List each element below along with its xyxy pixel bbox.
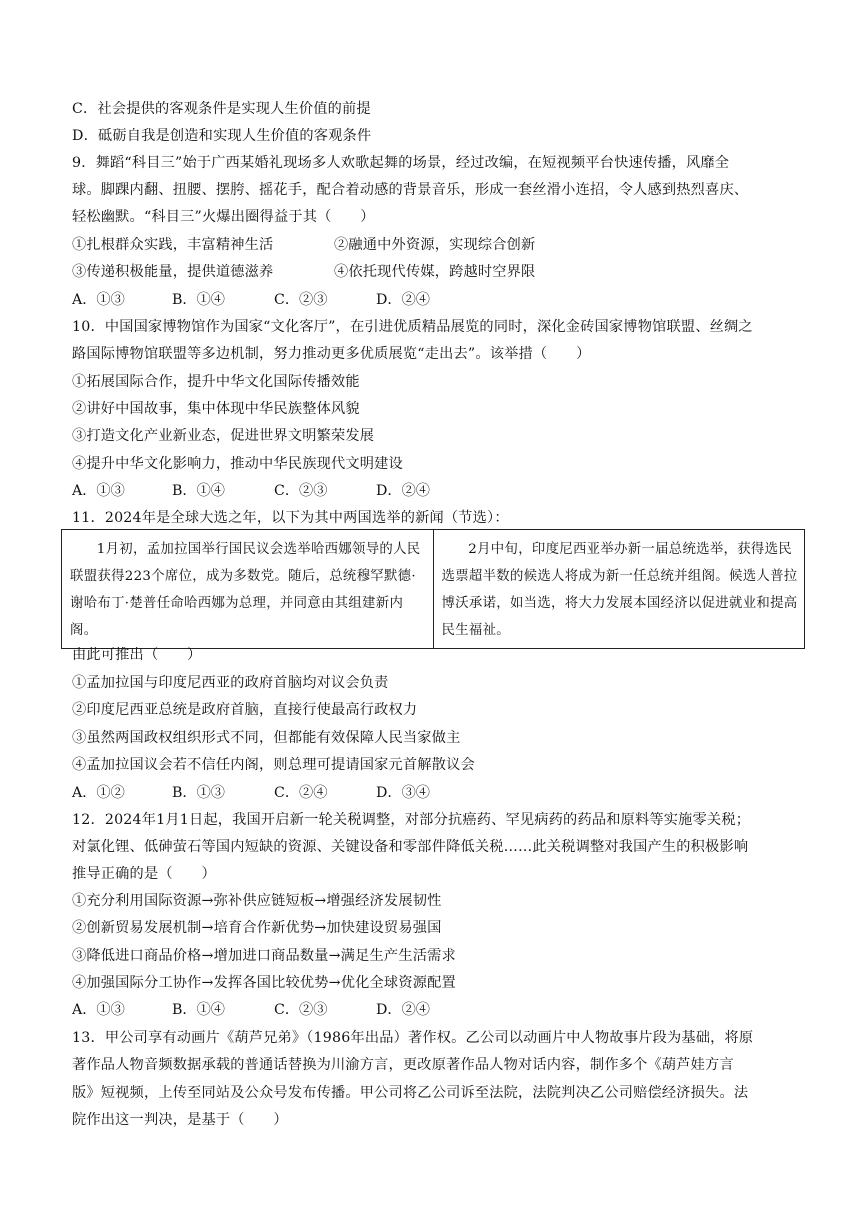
- q11-question: 由此可推出（ ）: [72, 647, 202, 663]
- q9-statements-row-1: [72, 235, 802, 255]
- q11-statement-3: ③虽然两国政权组织形式不同，但都能有效保障人民当家做主: [72, 730, 461, 746]
- q12-stem-line-1: 12．2024年1月1日起，我国开启新一轮关税调整，对部分抗癌药、罕见病药的药品和原料等实施零关税；: [72, 812, 751, 828]
- q12-stem-line-3: 推导正确的是（ ）: [72, 866, 216, 882]
- q12-statement-4: ④加强国际分工协作→发挥各国比较优势→优化全球资源配置: [72, 975, 456, 991]
- q10-statement-4: ④提升中华文化影响力，推动中华民族现代文明建设: [72, 456, 403, 472]
- q11-statement-4: ④孟加拉国议会若不信任内阁，则总理可提请国家元首解散议会: [72, 757, 475, 773]
- q10-choice-a[interactable]: A．①③: [72, 483, 125, 499]
- q12-choice-b[interactable]: B．①④: [172, 1002, 225, 1018]
- q11-choice-d[interactable]: D．③④: [376, 785, 430, 801]
- q13-stem-line-2: 著作品人物音频数据承载的普通话替换为川渝方言，更改原著作品人物对话内容，制作多个《葫芦娃方言: [72, 1057, 734, 1073]
- q12-statement-1: ①充分利用国际资源→弥补供应链短板→增强经济发展韧性: [72, 893, 442, 909]
- news-bangladesh-cell: [62, 530, 434, 649]
- q9-choice-d[interactable]: D．②④: [376, 292, 430, 308]
- q12-choice-a[interactable]: A．①③: [72, 1002, 125, 1018]
- q8-option-d: D．砥砺自我是创造和实现人生价值的客观条件: [72, 128, 372, 144]
- q11-news-table: [61, 529, 805, 649]
- q13-stem-line-1: 13．甲公司享有动画片《葫芦兄弟》（1986年出品）著作权。乙公司以动画片中人物故事片段为基础，将原: [72, 1030, 754, 1046]
- q10-choices: [72, 481, 802, 501]
- q8-option-c: C．社会提供的客观条件是实现人生价值的前提: [72, 101, 371, 117]
- q9-stem-line-3: 轻松幽默。“科目三”火爆出圈得益于其（ ）: [72, 209, 375, 225]
- q11-choice-c[interactable]: C．②④: [274, 785, 328, 801]
- q9-statement-1: ①扎根群众实践，丰富精神生活: [72, 237, 274, 253]
- q12-statement-2: ②创新贸易发展机制→培育合作新优势→加快建设贸易强国: [72, 920, 442, 936]
- q13-stem-line-4: 院作出这一判决，是基于（ ）: [72, 1112, 288, 1128]
- q10-stem-line-2: 路国际博物馆联盟等多边机制，努力推动更多优质展览“走出去”。该举措（ ）: [72, 346, 591, 362]
- q11-statement-2: ②印度尼西亚总统是政府首脑，直接行使最高行政权力: [72, 702, 418, 718]
- q10-stem-line-1: 10．中国国家博物馆作为国家“文化客厅”，在引进优质精品展览的同时，深化金砖国家博物馆联盟、丝绸之: [72, 319, 753, 335]
- q9-choice-c[interactable]: C．②③: [274, 292, 328, 308]
- q12-stem-line-2: 对氯化锂、低砷萤石等国内短缺的资源、关键设备和零部件降低关税……此关税调整对我国产生的积极影响: [72, 839, 749, 855]
- q10-choice-d[interactable]: D．②④: [376, 483, 430, 499]
- q10-statement-1: ①拓展国际合作，提升中华文化国际传播效能: [72, 374, 360, 390]
- q11-choices: [72, 783, 802, 803]
- q9-statements-row-2: [72, 262, 802, 282]
- q13-stem-line-3: 版》短视频，上传至同站及公众号发布传播。甲公司将乙公司诉至法院，法院判决乙公司赔偿经济损失。法: [72, 1085, 749, 1101]
- q9-choice-b[interactable]: B．①④: [172, 292, 225, 308]
- q11-statement-1: ①孟加拉国与印度尼西亚的政府首脑均对议会负责: [72, 675, 389, 691]
- q9-statement-2: ②融通中外资源，实现综合创新: [334, 237, 536, 253]
- q11-intro: 11．2024年是全球大选之年，以下为其中两国选举的新闻（节选）：: [72, 510, 509, 526]
- news-bangladesh-text: 1月初，孟加拉国举行国民议会选举哈西娜领导的人民联盟获得223个席位，成为多数党。随后，总统穆罕默德·谢哈布丁·楚普任命哈西娜为总理，并同意由其组建新内阁。: [70, 542, 421, 638]
- q11-choice-a[interactable]: A．①②: [72, 785, 125, 801]
- news-indonesia-text: 2月中旬，印度尼西亚举办新一届总统选举，获得选民选票超半数的候选人将成为新一任总统并组阁。候选人普拉博沃承诺，如当选，将大力发展本国经济以促进就业和提高民生福祉。: [441, 542, 798, 638]
- news-indonesia-cell: [433, 530, 805, 649]
- q12-choice-d[interactable]: D．②④: [376, 1002, 430, 1018]
- q9-choice-a[interactable]: A．①③: [72, 292, 125, 308]
- q9-statement-4: ④依托现代传媒，跨越时空界限: [334, 264, 536, 280]
- q12-choices: [72, 1000, 802, 1020]
- q9-stem-line-2: 球。脚踝内翻、扭腰、摆胯、摇花手，配合着动感的背景音乐，形成一套丝滑小连招，令人感到热烈喜庆、: [72, 182, 749, 198]
- q10-choice-c[interactable]: C．②③: [274, 483, 328, 499]
- q9-statement-3: ③传递积极能量，提供道德滋养: [72, 264, 274, 280]
- q10-choice-b[interactable]: B．①④: [172, 483, 225, 499]
- q10-statement-2: ②讲好中国故事，集中体现中华民族整体风貌: [72, 401, 360, 417]
- q12-statement-3: ③降低进口商品价格→增加进口商品数量→满足生产生活需求: [72, 948, 456, 964]
- q9-choices: [72, 290, 802, 310]
- q12-choice-c[interactable]: C．②③: [274, 1002, 328, 1018]
- q10-statement-3: ③打造文化产业新业态，促进世界文明繁荣发展: [72, 428, 375, 444]
- q11-choice-b[interactable]: B．①③: [172, 785, 225, 801]
- q9-stem-line-1: 9．舞蹈“科目三”始于广西某婚礼现场多人欢歌起舞的场景，经过改编，在短视频平台快速传播，风靡全: [72, 155, 730, 171]
